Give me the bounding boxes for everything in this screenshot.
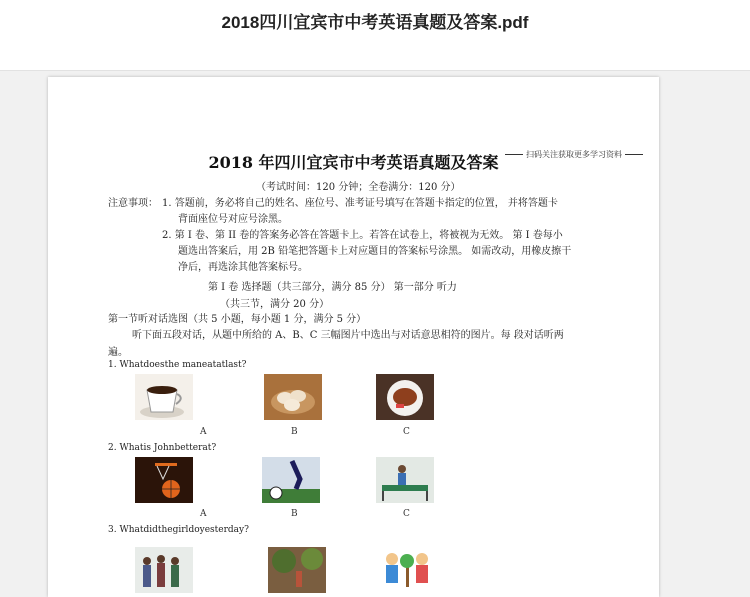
- section-1-title: 第 I 卷 选择题（共三部分，满分 85 分） 第一部分 听力: [208, 282, 457, 293]
- file-title: 2018四川宜宾市中考英语真题及答案.pdf: [221, 13, 529, 32]
- basketball-image: [135, 457, 193, 503]
- question-2: 2. Whatis Johnbetterat?: [108, 443, 217, 453]
- walking-people-image: [135, 547, 193, 593]
- table-tennis-image: [376, 457, 434, 503]
- q1-option-b: B: [291, 427, 298, 437]
- planting-tree-image: [378, 547, 436, 593]
- note-1-line-2: 背面座位号对应号涂黑。: [178, 214, 288, 225]
- question-3: 3. Whatdidthegirldoyesterday?: [108, 525, 249, 535]
- steak-image: [376, 374, 434, 420]
- q2-option-a: A: [200, 509, 207, 519]
- exam-info: （考试时间：120 分钟；全卷满分：120 分）: [256, 182, 461, 193]
- document-title: 2018 年四川宜宾市中考英语真题及答案: [208, 153, 499, 172]
- notes-label: 注意事项：: [108, 198, 158, 209]
- park-image: [268, 547, 326, 593]
- q2-option-c: C: [403, 509, 410, 519]
- q2-option-b: B: [291, 509, 298, 519]
- note-2-line-1: 2. 第 I 卷、第 II 卷的答案务必答在答题卡上。若答在试卷上，将被视为无效。 第 I 卷每小: [162, 230, 563, 241]
- part-1-instruction-line-1: 听下面五段对话，从题中所给的 A、B、C 三幅图片中选出与对话意思相符的图片。每 段对话听两: [132, 330, 564, 341]
- note-2-line-2: 题选出答案后，用 2B 铅笔把答题卡上对应题目的答案标号涂黑。 如需改动，用橡皮擦干: [178, 246, 572, 257]
- question-1: 1. Whatdoesthe maneatatlast?: [108, 360, 247, 370]
- q1-option-c: C: [403, 427, 410, 437]
- note-1-line-1: 1. 答题前，务必将自己的姓名、座位号、准考证号填写在答题卡指定的位置， 并将答题卡: [162, 198, 558, 209]
- section-1-subtitle: （共三节，满分 20 分）: [220, 299, 330, 310]
- q1-option-a: A: [200, 427, 207, 437]
- part-1-heading: 第一节听对话选图（共 5 小题，每小题 1 分，满分 5 分）: [108, 314, 367, 325]
- eggs-image: [264, 374, 322, 420]
- coffee-cup-image: [135, 374, 193, 420]
- pdf-page: [48, 77, 659, 597]
- viewer-header: [0, 0, 750, 71]
- scan-note: 扫码关注获取更多学习资料: [505, 149, 643, 160]
- part-1-instruction-line-2: 遍。: [108, 347, 128, 358]
- soccer-image: [262, 457, 320, 503]
- note-2-line-3: 净后，再选涂其他答案标号。: [178, 262, 308, 273]
